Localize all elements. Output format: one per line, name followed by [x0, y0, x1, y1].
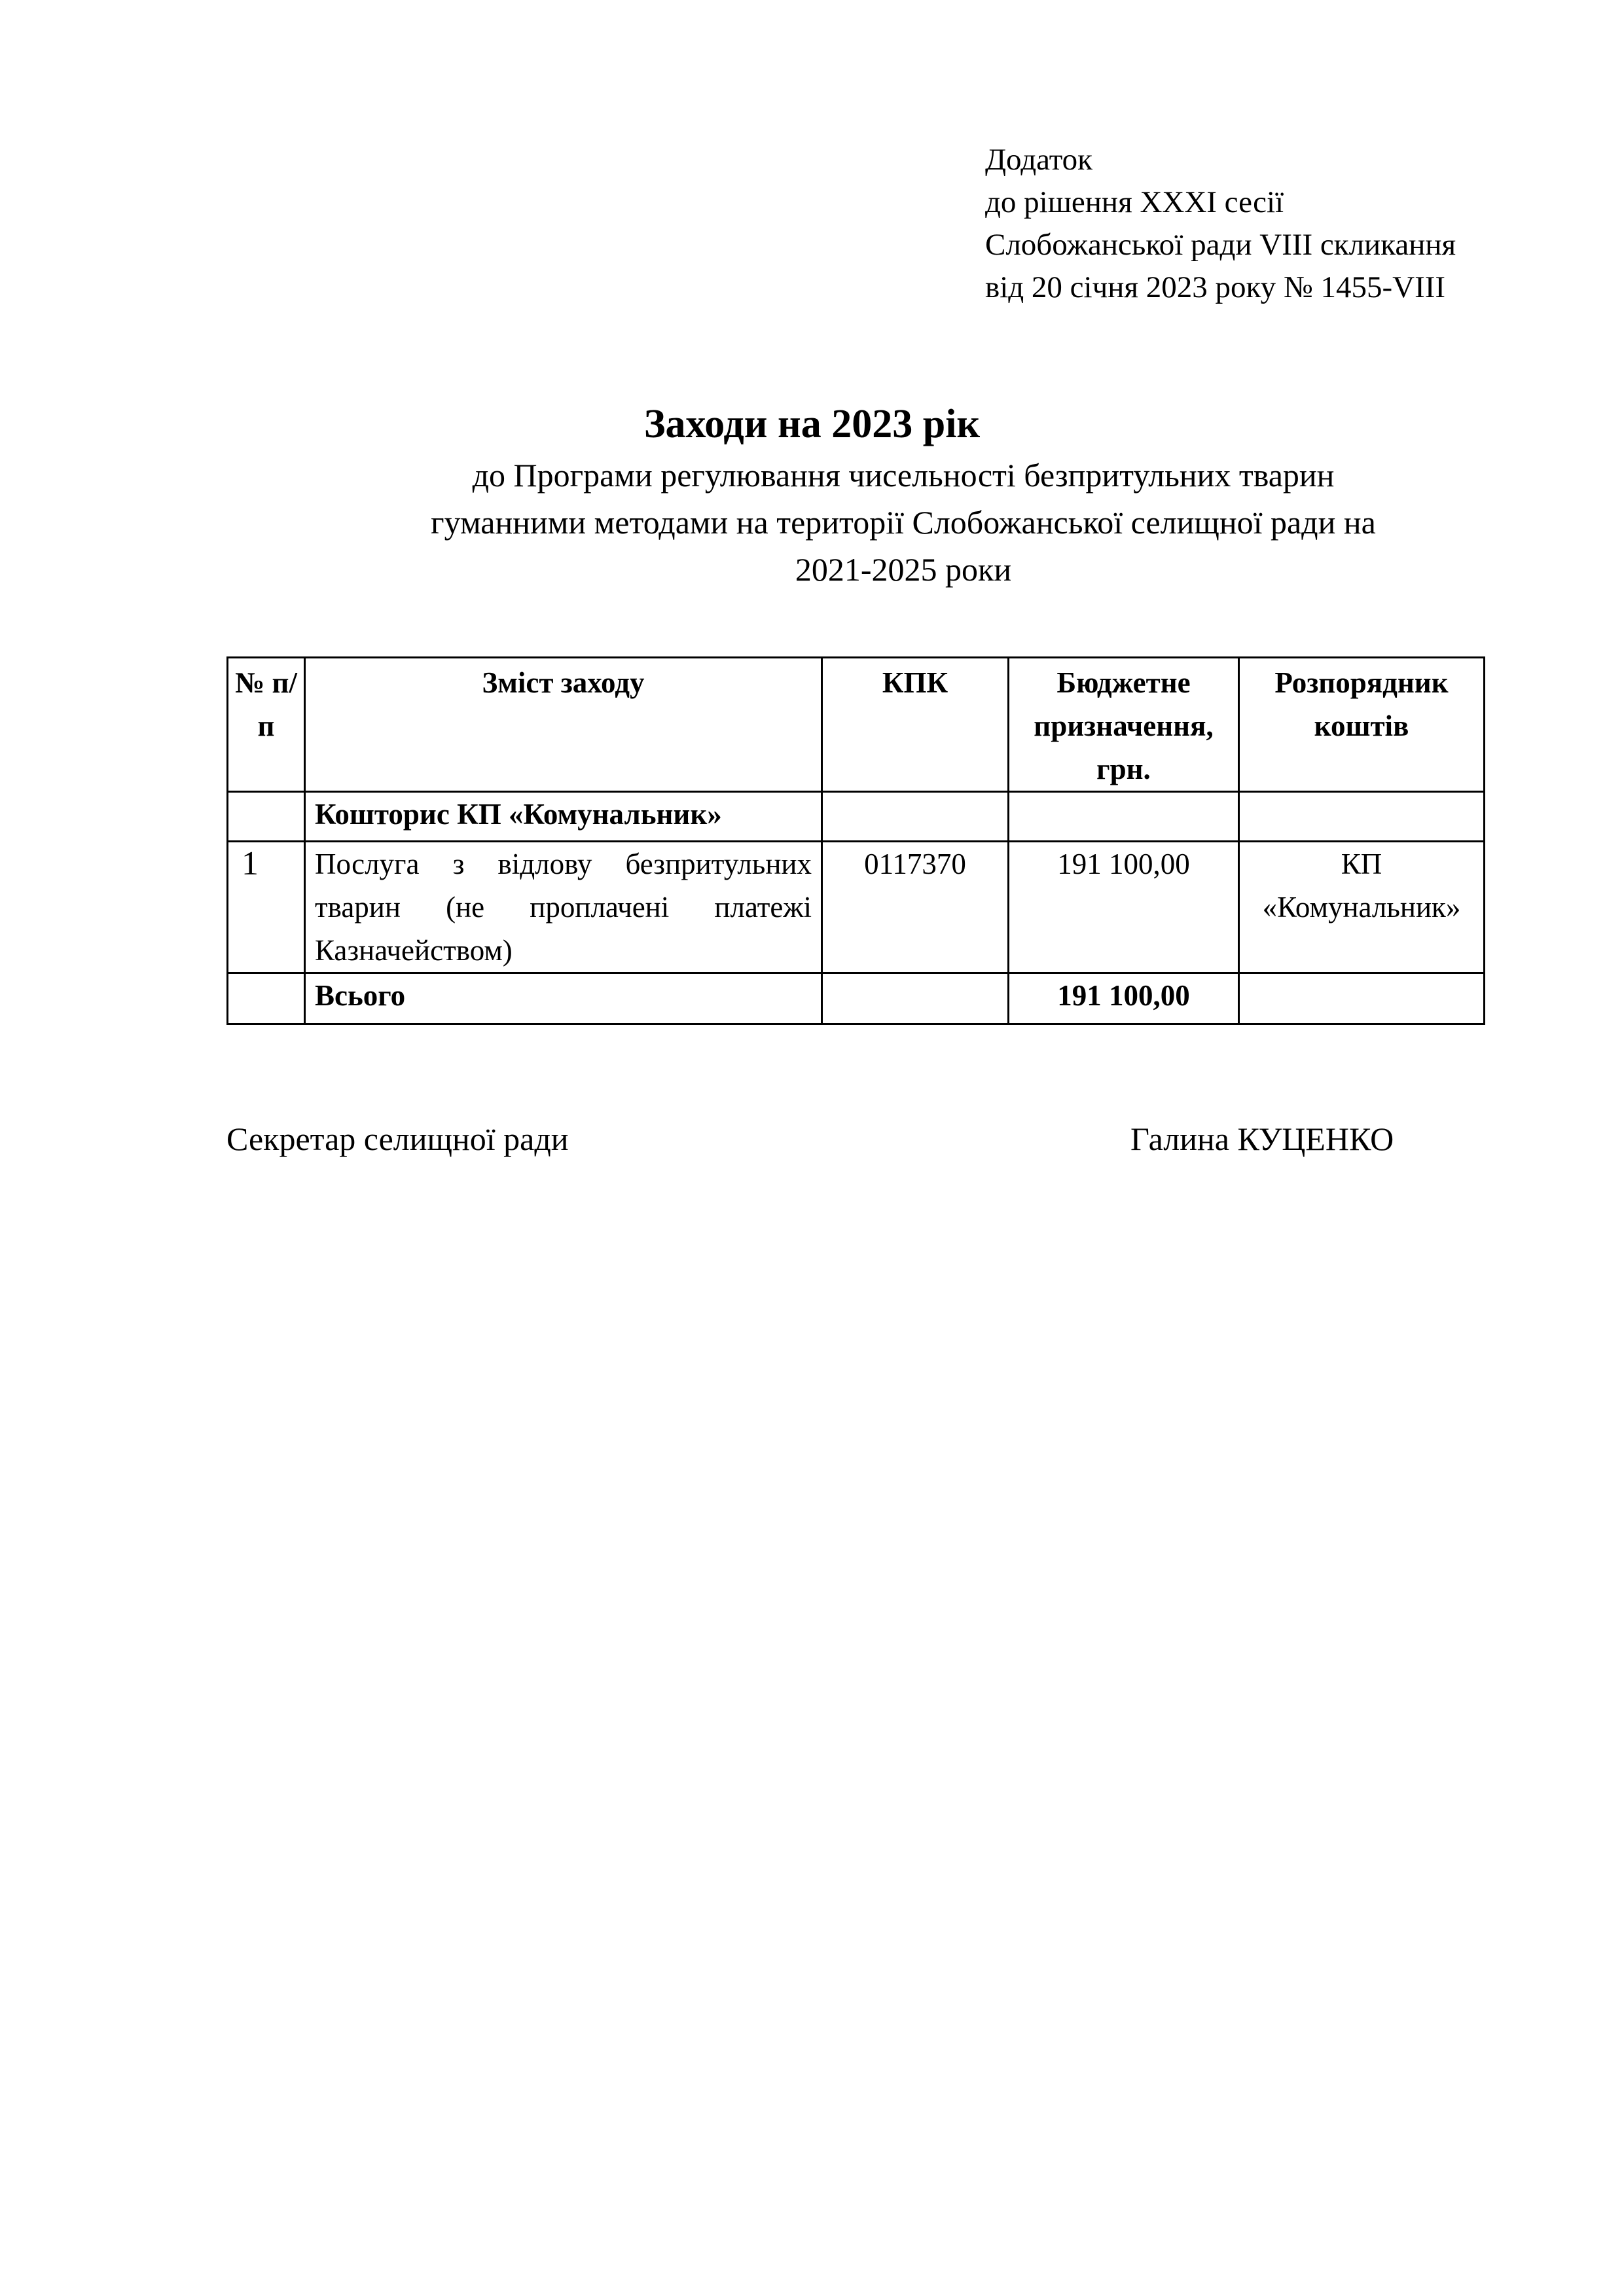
header-kpk: КПК: [822, 658, 1009, 792]
total-empty-cell: [822, 973, 1009, 1024]
addendum-line: до рішення XXXI сесії: [985, 185, 1284, 219]
signature-name: Галина КУЦЕНКО: [1130, 1121, 1394, 1157]
table-total-row: [228, 973, 1485, 1024]
table-section-row: [228, 792, 1485, 842]
section-empty-cell: [228, 792, 305, 842]
subtitle-line: 2021-2025 роки: [795, 551, 1012, 588]
section-empty-cell: [1009, 792, 1239, 842]
total-label: Всього: [305, 973, 822, 1024]
total-empty-cell: [228, 973, 305, 1024]
header-manager: Розпорядник коштів: [1239, 658, 1485, 792]
addendum-line: від 20 січня 2023 року № 1455-VIII: [985, 270, 1446, 304]
document-subtitle: [314, 452, 1492, 593]
header-num: № п/п: [228, 658, 305, 792]
row-manager: КП «Комунальник»: [1239, 842, 1485, 973]
addendum-line: Додаток: [985, 143, 1093, 177]
document-title: Заходи на 2023 рік: [643, 402, 981, 446]
section-empty-cell: [1239, 792, 1485, 842]
addendum-block: [985, 139, 1456, 309]
section-title: Кошторис КП «Комунальник»: [305, 792, 822, 842]
section-empty-cell: [822, 792, 1009, 842]
total-budget: 191 100,00: [1009, 973, 1239, 1024]
header-content: Зміст заходу: [305, 658, 822, 792]
addendum-line: Слобожанської ради VIII скликання: [985, 228, 1456, 262]
subtitle-line: гуманними методами на території Слобожанської селищної ради на: [431, 504, 1376, 541]
signature-position: Секретар селищної ради: [226, 1121, 569, 1157]
total-empty-cell: [1239, 973, 1485, 1024]
row-content: Послуга з відлову безпритульних тварин (не проплачені платежі Казначейством): [305, 842, 822, 973]
subtitle-line: до Програми регулювання чисельності безпритульних тварин: [472, 457, 1335, 493]
row-budget: 191 100,00: [1009, 842, 1239, 973]
table-row: [228, 842, 1485, 973]
row-kpk: 0117370: [822, 842, 1009, 973]
row-num: 1: [228, 842, 305, 973]
table-header-row: [228, 658, 1485, 792]
header-budget: Бюджетне призначення, грн.: [1009, 658, 1239, 792]
measures-table: [226, 656, 1485, 1025]
